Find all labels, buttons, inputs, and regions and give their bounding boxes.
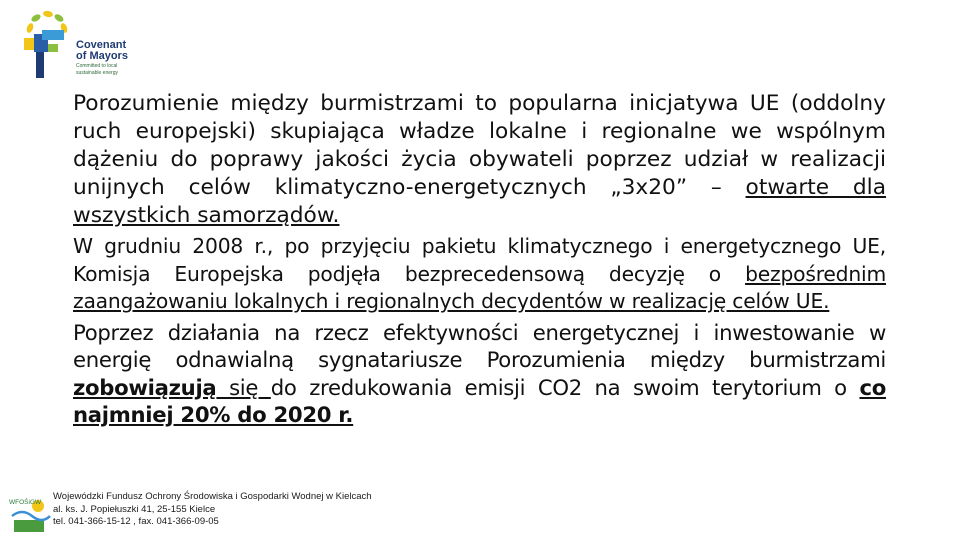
paragraph-3-text: Poprzez działania na rzecz efektywności energetycznej i inwestowanie w energię odnawialną sygnatariusze Porozumienia między burmistrzami [73, 319, 886, 372]
footer [0, 488, 960, 540]
wfosigw-logo-icon [8, 494, 52, 534]
paragraph-1-text: Porozumienie między burmistrzami to popularna inicjatywa UE (oddolny ruch europejski) skupiająca władze lokalne i regionalne we wspólnym dążeniu do poprawy jakości życia obywateli poprzez udział w realizacji unijnych celów klimatyczno-energetycznych „3x20” – [73, 91, 886, 200]
footer-line-3: tel. 041-366-15-12 , fax. 041-366-09-05 [53, 516, 219, 527]
logo-title-line1: Covenant [76, 39, 127, 51]
paragraph-3-text-2: do zredukowania emisji CO2 na swoim terytorium o [270, 374, 860, 400]
covenant-logo-icon [22, 8, 76, 82]
paragraph-1 [73, 90, 886, 230]
paragraph-2 [73, 233, 886, 316]
paragraph-2-underlined: bezpośrednim zaangażowaniu lokalnych i regionalnych decydentów w realizację celów UE. [73, 261, 886, 313]
footer-address [53, 491, 372, 529]
paragraph-2-text: W grudniu 2008 r., po przyjęciu pakietu klimatycznego i energetycznego UE, Komisja Europejska podjęła bezprecedensową decyzję o [73, 234, 886, 286]
logo-title-line2: of Mayors [76, 50, 128, 62]
main-content [73, 90, 886, 432]
paragraph-3-underlined: się [216, 374, 271, 400]
logo-subtitle-line2: sustainable energy [76, 70, 118, 76]
paragraph-3-bold-underlined-end: co najmniej 20% do 2020 r. [73, 374, 886, 427]
covenant-of-mayors-logo [22, 6, 132, 84]
footer-line-2: al. ks. J. Popiełuszki 41, 25-155 Kielce [53, 503, 216, 515]
logo-text [76, 40, 128, 76]
paragraph-3-bold-underlined: zobowiązują [73, 374, 217, 400]
wfosigw-logo-label: WFOŚiGW [9, 499, 42, 506]
paragraph-1-underlined: otwarte dla wszystkich samorządów. [73, 175, 886, 228]
footer-line-1: Wojewódzki Fundusz Ochrony Środowiska i Gospodarki Wodnej w Kielcach [53, 491, 372, 502]
paragraph-3 [73, 319, 886, 429]
logo-subtitle-line1: Committed to local [76, 63, 118, 69]
